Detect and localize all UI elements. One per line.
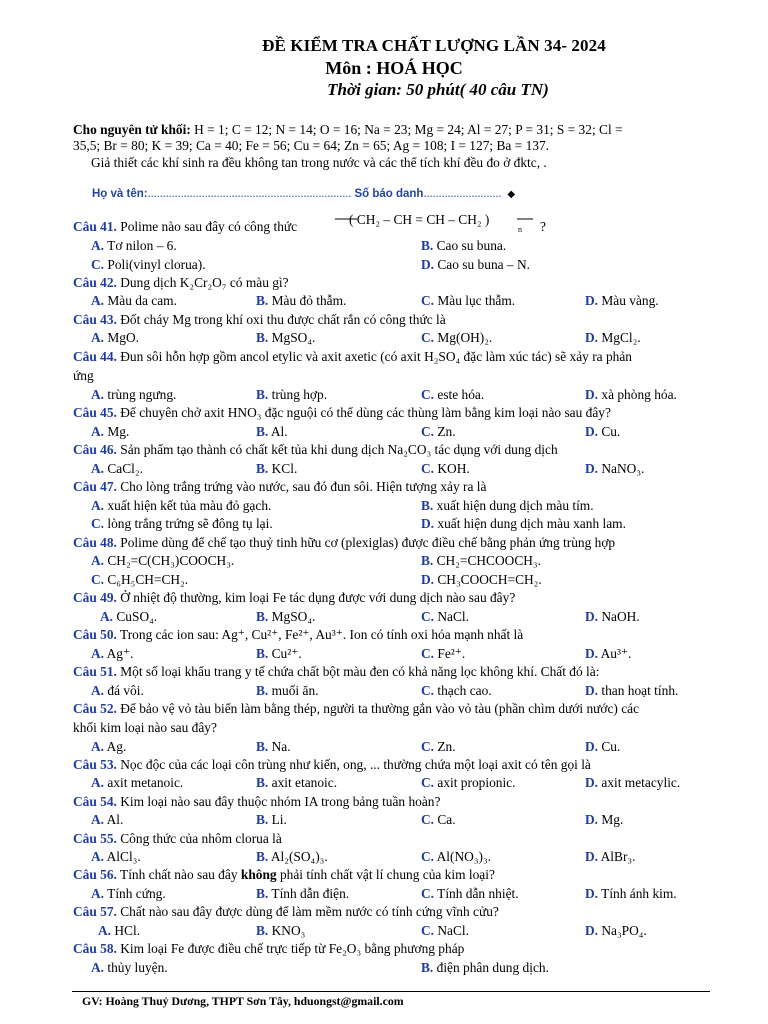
question-44 (73, 349, 632, 365)
option-letter: B. (256, 923, 269, 938)
option-text: Tính cứng. (104, 886, 166, 901)
option-47-a[interactable] (91, 498, 271, 514)
option-text: MgCl₂. (598, 330, 641, 345)
option-46-c[interactable] (421, 461, 470, 477)
option-50-c[interactable] (421, 646, 465, 662)
option-letter: A. (91, 683, 105, 698)
question-52 (73, 701, 639, 717)
option-letter: D. (585, 461, 599, 476)
option-text: AlCl₃. (104, 849, 141, 864)
option-text: CH₂=C(CH₃)COOCH₃. (104, 553, 235, 568)
question-58 (73, 941, 464, 957)
option-text: xuất hiện dung dịch màu xanh lam. (434, 516, 626, 531)
option-48-a[interactable] (91, 553, 234, 569)
option-text: Mg. (104, 424, 130, 439)
exam-title: ĐỀ KIỂM TRA CHẤT LƯỢNG LẦN 34- 2024 (262, 36, 606, 55)
option-letter: C. (91, 257, 105, 272)
option-letter: B. (256, 646, 269, 661)
option-text: Tơ nilon – 6. (104, 238, 177, 253)
option-47-d[interactable] (421, 516, 626, 532)
option-letter: C. (421, 812, 435, 827)
option-text: KNO₃ (268, 923, 306, 938)
option-58-b[interactable] (421, 960, 549, 976)
option-letter: A. (91, 387, 105, 402)
atomic-masses-lead: Cho nguyên tử khối: (73, 122, 191, 137)
option-text: trùng ngưng. (104, 387, 177, 402)
question-text: Nọc độc của các loại côn trùng như kiến, ong, ... thường chứa một loại axit có tên gọi là (116, 757, 591, 772)
question-number: Câu 43. (73, 312, 117, 327)
option-text: HCl. (111, 923, 141, 938)
option-57-b[interactable] (256, 923, 305, 939)
option-letter: B. (256, 683, 269, 698)
question-41-mark: ? (540, 219, 546, 234)
option-text: Tính ánh kim. (598, 886, 677, 901)
option-44-c[interactable] (421, 387, 484, 403)
question-text: Đốt cháy Mg trong khí oxi thu được chất rắn có công thức là (116, 312, 446, 327)
option-letter: D. (585, 609, 599, 624)
question-number: Câu 51. (73, 664, 117, 679)
option-52-c[interactable] (421, 739, 456, 755)
option-letter: A. (91, 812, 105, 827)
option-letter: D. (585, 849, 599, 864)
option-letter: B. (256, 387, 269, 402)
option-text: Tính dẫn điện. (268, 886, 350, 901)
option-44-b[interactable] (256, 387, 327, 403)
option-text: axit propionic. (434, 775, 516, 790)
option-53-c[interactable] (421, 775, 515, 791)
option-text: NaNO₃. (598, 461, 645, 476)
exam-time: Thời gian: 50 phút( 40 câu TN) (327, 80, 549, 99)
option-55-a[interactable] (91, 849, 141, 865)
question-number: Câu 56. (73, 867, 117, 882)
question-number: Câu 52. (73, 701, 117, 716)
option-52-b[interactable] (256, 739, 291, 755)
question-number: Câu 48. (73, 535, 117, 550)
option-letter: A. (91, 849, 105, 864)
option-text: Cao su buna – N. (434, 257, 530, 272)
option-42-b[interactable] (256, 293, 346, 309)
option-text: Cu. (598, 424, 621, 439)
student-info-line (92, 188, 515, 200)
option-54-b[interactable] (256, 812, 287, 828)
question-44-cont: ứng (73, 368, 94, 383)
option-45-d[interactable] (585, 424, 620, 440)
option-text: CH₂=CHCOOCH₃. (433, 553, 541, 568)
option-text: Al. (268, 424, 288, 439)
option-text: Zn. (434, 739, 456, 754)
option-text: trùng hợp. (268, 387, 328, 402)
option-text: Poli(vinyl clorua). (104, 257, 206, 272)
option-text: Cao su buna. (433, 238, 507, 253)
option-text: thạch cao. (434, 683, 492, 698)
option-46-d[interactable] (585, 461, 644, 477)
option-letter: C. (421, 609, 435, 624)
option-44-a[interactable] (91, 387, 176, 403)
question-number: Câu 47. (73, 479, 117, 494)
option-text: xuất hiện kết tủa màu đỏ gạch. (104, 498, 272, 513)
question-number: Câu 42. (73, 275, 117, 290)
question-54 (73, 794, 440, 810)
question-text: Polime dùng để chế tạo thuỷ tinh hữu cơ (plexiglas) được điều chế bằng phản ứng trùng hợp (116, 535, 616, 550)
option-53-d[interactable] (585, 775, 680, 791)
question-number: Câu 44. (73, 349, 117, 364)
question-48 (73, 535, 615, 551)
option-letter: D. (421, 572, 435, 587)
option-48-c[interactable] (91, 572, 188, 588)
option-letter: D. (585, 683, 599, 698)
option-letter: C. (421, 424, 435, 439)
option-text: than hoạt tính. (598, 683, 679, 698)
option-text: Al₂(SO₄)₃. (268, 849, 328, 864)
option-52-a[interactable] (91, 739, 126, 755)
option-54-c[interactable] (421, 812, 456, 828)
question-55 (73, 831, 282, 847)
option-letter: A. (98, 923, 112, 938)
option-letter: B. (256, 812, 269, 827)
option-51-c[interactable] (421, 683, 492, 699)
option-letter: A. (91, 330, 105, 345)
option-text: axit metacylic. (598, 775, 681, 790)
question-text-tail: phải tính chất vật lí chung của kim loại? (276, 867, 495, 882)
option-text: MgSO₄. (268, 609, 316, 624)
option-letter: C. (421, 387, 435, 402)
option-49-a[interactable] (100, 609, 157, 625)
formula-text: ( CH₂ – CH = CH – CH₂ ) (349, 212, 490, 227)
question-number: Câu 50. (73, 627, 117, 642)
option-42-d[interactable] (585, 293, 659, 309)
option-text: este hóa. (434, 387, 485, 402)
option-letter: A. (91, 461, 105, 476)
option-letter: C. (421, 923, 435, 938)
option-letter: D. (585, 293, 599, 308)
option-letter: A. (100, 609, 114, 624)
option-letter: A. (91, 886, 105, 901)
option-53-a[interactable] (91, 775, 183, 791)
option-text: Zn. (434, 424, 456, 439)
question-text: Dung dịch K₂Cr₂O₇ có màu gì? (116, 275, 289, 290)
name-dots: .................................................................... (147, 188, 352, 200)
option-letter: D. (585, 886, 599, 901)
option-46-a[interactable] (91, 461, 143, 477)
option-51-a[interactable] (91, 683, 144, 699)
option-50-d[interactable] (585, 646, 631, 662)
question-45 (73, 405, 611, 421)
option-letter: C. (421, 330, 435, 345)
diamond-icon: ◆ (507, 189, 516, 200)
option-text: Màu lục thẫm. (434, 293, 516, 308)
option-letter: C. (91, 516, 105, 531)
option-letter: D. (585, 775, 599, 790)
option-letter: C. (421, 461, 435, 476)
question-text: Công thức của nhôm clorua là (116, 831, 282, 846)
option-45-c[interactable] (421, 424, 456, 440)
question-text: Đun sôi hỗn hợp gồm ancol etylic và axit axetic (có axit H₂SO₄ đặc làm xúc tác) sẽ xảy ra phản (116, 349, 632, 364)
option-letter: B. (421, 238, 434, 253)
option-text: xà phòng hóa. (598, 387, 677, 402)
option-41-a[interactable] (91, 238, 177, 254)
option-letter: C. (91, 572, 105, 587)
option-letter: A. (91, 739, 105, 754)
option-text: Al. (104, 812, 124, 827)
option-54-d[interactable] (585, 812, 623, 828)
footer-author: GV: Hoàng Thuỷ Dương, THPT Sơn Tây, hduongst@gmail.com (82, 994, 404, 1008)
question-number: Câu 54. (73, 794, 117, 809)
question-56 (73, 867, 495, 883)
option-text: đá vôi. (104, 683, 144, 698)
option-text: Al(NO₃)₃. (434, 849, 491, 864)
option-letter: A. (91, 646, 105, 661)
option-text: CuSO₄. (113, 609, 158, 624)
option-text: C₆H₅CH=CH₂. (104, 572, 189, 587)
option-letter: C. (421, 293, 435, 308)
option-57-d[interactable] (585, 923, 647, 939)
exam-subject: Môn : HOÁ HỌC (325, 58, 463, 78)
option-letter: B. (421, 498, 434, 513)
option-50-a[interactable] (91, 646, 133, 662)
option-letter: B. (421, 553, 434, 568)
option-51-b[interactable] (256, 683, 319, 699)
option-letter: D. (585, 739, 599, 754)
option-letter: A. (91, 775, 105, 790)
option-56-c[interactable] (421, 886, 519, 902)
option-text: Ag. (104, 739, 127, 754)
question-47 (73, 479, 486, 495)
option-text: axit etanoic. (268, 775, 338, 790)
option-42-c[interactable] (421, 293, 515, 309)
question-number: Câu 57. (73, 904, 117, 919)
option-text: Màu da cam. (104, 293, 177, 308)
sbd-label: Số báo danh (351, 188, 424, 200)
option-56-d[interactable] (585, 886, 677, 902)
option-44-d[interactable] (585, 387, 677, 403)
option-text: Ag⁺. (104, 646, 134, 661)
question-46 (73, 442, 558, 458)
option-text: thủy luyện. (104, 960, 168, 975)
option-56-b[interactable] (256, 886, 349, 902)
option-text: KCl. (268, 461, 298, 476)
option-text: NaOH. (598, 609, 640, 624)
question-text: Kim loại nào sau đây thuộc nhóm IA trong bảng tuần hoàn? (116, 794, 441, 809)
option-41-d[interactable] (421, 257, 530, 273)
question-text: Tính chất nào sau đây (116, 867, 241, 882)
question-text: Chất nào sau đây được dùng để làm mềm nước có tính cứng vĩnh cửu? (116, 904, 499, 919)
option-text: MgO. (104, 330, 139, 345)
option-49-b[interactable] (256, 609, 315, 625)
option-45-a[interactable] (91, 424, 129, 440)
question-text: Một số loại khẩu trang y tế chứa chất bột màu đen có khả năng lọc không khí. Chất đó là: (116, 664, 600, 679)
option-41-b[interactable] (421, 238, 506, 254)
option-text: Au³⁺. (598, 646, 632, 661)
option-text: NaCl. (434, 923, 469, 938)
option-text: Màu vàng. (598, 293, 659, 308)
option-43-c[interactable] (421, 330, 492, 346)
option-letter: A. (91, 498, 105, 513)
option-text: CaCl₂. (104, 461, 143, 476)
question-number: Câu 53. (73, 757, 117, 772)
option-50-b[interactable] (256, 646, 302, 662)
option-letter: A. (91, 424, 105, 439)
option-text: CH₃COOCH=CH₂. (434, 572, 542, 587)
option-43-d[interactable] (585, 330, 641, 346)
option-55-b[interactable] (256, 849, 328, 865)
option-53-b[interactable] (256, 775, 337, 791)
option-48-d[interactable] (421, 572, 542, 588)
question-51 (73, 664, 599, 680)
option-text: Li. (268, 812, 287, 827)
atomic-masses-line2: 35,5; Br = 80; K = 39; Ca = 40; Fe = 56; Cu = 64; Zn = 65; Ag = 108; I = 127; Ba = 137. (73, 138, 550, 153)
option-letter: D. (585, 646, 599, 661)
question-number: Câu 58. (73, 941, 117, 956)
option-letter: C. (421, 886, 435, 901)
option-46-b[interactable] (256, 461, 297, 477)
formula-n: n (518, 225, 522, 234)
question-number: Câu 55. (73, 831, 117, 846)
option-letter: A. (91, 238, 105, 253)
option-letter: B. (256, 293, 269, 308)
atomic-masses-line1: H = 1; C = 12; N = 14; O = 16; Na = 23; Mg = 24; Al = 27; P = 31; S = 32; Cl = (190, 122, 623, 137)
option-letter: B. (256, 886, 269, 901)
option-43-b[interactable] (256, 330, 315, 346)
option-letter: C. (421, 739, 435, 754)
question-text-emphasis: không (240, 867, 277, 882)
question-50 (73, 627, 523, 643)
option-letter: A. (91, 960, 105, 975)
option-text: Fe²⁺. (434, 646, 466, 661)
option-text: KOH. (434, 461, 470, 476)
question-52-cont: khối kim loại nào sau đây? (73, 720, 217, 735)
question-57 (73, 904, 499, 920)
question-number: Câu 41. (73, 219, 117, 234)
option-57-c[interactable] (421, 923, 469, 939)
option-letter: D. (585, 330, 599, 345)
option-letter: B. (256, 330, 269, 345)
option-text: xuất hiện dung dịch màu tím. (433, 498, 594, 513)
question-text: Kim loại Fe được điều chế trực tiếp từ Fe₂O₃ bằng phương pháp (116, 941, 465, 956)
option-text: MgSO₄. (268, 330, 316, 345)
option-text: lòng trắng trứng sẽ đông tụ lại. (104, 516, 273, 531)
option-letter: B. (256, 739, 269, 754)
option-51-d[interactable] (585, 683, 678, 699)
question-text: Để chuyên chở axit HNO₃ đặc nguội có thể dùng các thùng làm bằng kim loại nào sau đây? (116, 405, 611, 420)
question-43 (73, 312, 446, 328)
option-letter: C. (421, 646, 435, 661)
option-45-b[interactable] (256, 424, 288, 440)
option-text: Cu. (598, 739, 621, 754)
option-letter: D. (585, 812, 599, 827)
option-text: Na₃PO₄. (598, 923, 647, 938)
option-text: Mg. (598, 812, 624, 827)
option-letter: B. (256, 775, 269, 790)
sbd-dots: .......................... (423, 188, 502, 200)
option-text: điện phân dung dịch. (433, 960, 549, 975)
option-55-d[interactable] (585, 849, 635, 865)
option-47-b[interactable] (421, 498, 594, 514)
option-letter: A. (91, 293, 105, 308)
question-41 (73, 219, 297, 235)
option-text: Màu đỏ thẫm. (268, 293, 347, 308)
question-text: Polime nào sau đây có công thức (116, 219, 298, 234)
option-letter: C. (421, 775, 435, 790)
option-letter: D. (585, 387, 599, 402)
option-47-c[interactable] (91, 516, 273, 532)
question-42 (73, 275, 289, 291)
option-text: Mg(OH)₂. (434, 330, 493, 345)
option-letter: A. (91, 553, 105, 568)
option-letter: B. (256, 424, 269, 439)
option-42-a[interactable] (91, 293, 177, 309)
option-43-a[interactable] (91, 330, 139, 346)
option-letter: B. (421, 960, 434, 975)
question-text: Sản phẩm tạo thành có chất kết tủa khi dung dịch Na₂CO₃ tác dụng với dung dịch (116, 442, 558, 457)
question-text: Trong các ion sau: Ag⁺, Cu²⁺, Fe²⁺, Au³⁺. Ion có tính oxi hóa mạnh nhất là (116, 627, 524, 642)
option-letter: D. (585, 424, 599, 439)
atomic-masses (73, 122, 673, 154)
option-text: axit metanoic. (104, 775, 184, 790)
option-letter: D. (585, 923, 599, 938)
option-text: NaCl. (434, 609, 469, 624)
option-49-c[interactable] (421, 609, 469, 625)
option-text: muối ăn. (268, 683, 319, 698)
question-49 (73, 590, 515, 606)
question-number: Câu 46. (73, 442, 117, 457)
option-55-c[interactable] (421, 849, 491, 865)
option-49-d[interactable] (585, 609, 640, 625)
option-letter: B. (256, 849, 269, 864)
name-label: Họ và tên: (92, 188, 148, 200)
option-41-c[interactable] (91, 257, 206, 273)
option-letter: D. (421, 516, 435, 531)
question-number: Câu 45. (73, 405, 117, 420)
polymer-formula (333, 206, 533, 236)
question-text: Cho lòng trắng trứng vào nước, sau đó đun sôi. Hiện tượng xảy ra là (116, 479, 487, 494)
option-52-d[interactable] (585, 739, 620, 755)
option-54-a[interactable] (91, 812, 123, 828)
footer-divider (72, 991, 710, 992)
option-57-a[interactable] (98, 923, 140, 939)
option-text: Na. (268, 739, 291, 754)
assumption-note: Giả thiết các khí sinh ra đều không tan trong nước và các thể tích khí đều đo ở đktc, . (91, 155, 547, 170)
option-text: Ca. (434, 812, 456, 827)
option-48-b[interactable] (421, 553, 541, 569)
option-text: AlBr₃. (598, 849, 636, 864)
question-text: Để bảo vệ vỏ tàu biển làm bằng thép, người ta thường gắn vào vỏ tàu (phần chìm dưới nước) các (116, 701, 640, 716)
option-text: Tính dẫn nhiệt. (434, 886, 519, 901)
option-text: Cu²⁺. (268, 646, 302, 661)
option-letter: C. (421, 849, 435, 864)
option-letter: C. (421, 683, 435, 698)
option-letter: D. (421, 257, 435, 272)
option-letter: B. (256, 461, 269, 476)
question-number: Câu 49. (73, 590, 117, 605)
question-text: Ở nhiệt độ thường, kim loại Fe tác dụng được với dung dịch nào sau đây? (116, 590, 516, 605)
question-53 (73, 757, 591, 773)
option-56-a[interactable] (91, 886, 166, 902)
option-letter: B. (256, 609, 269, 624)
option-58-a[interactable] (91, 960, 168, 976)
